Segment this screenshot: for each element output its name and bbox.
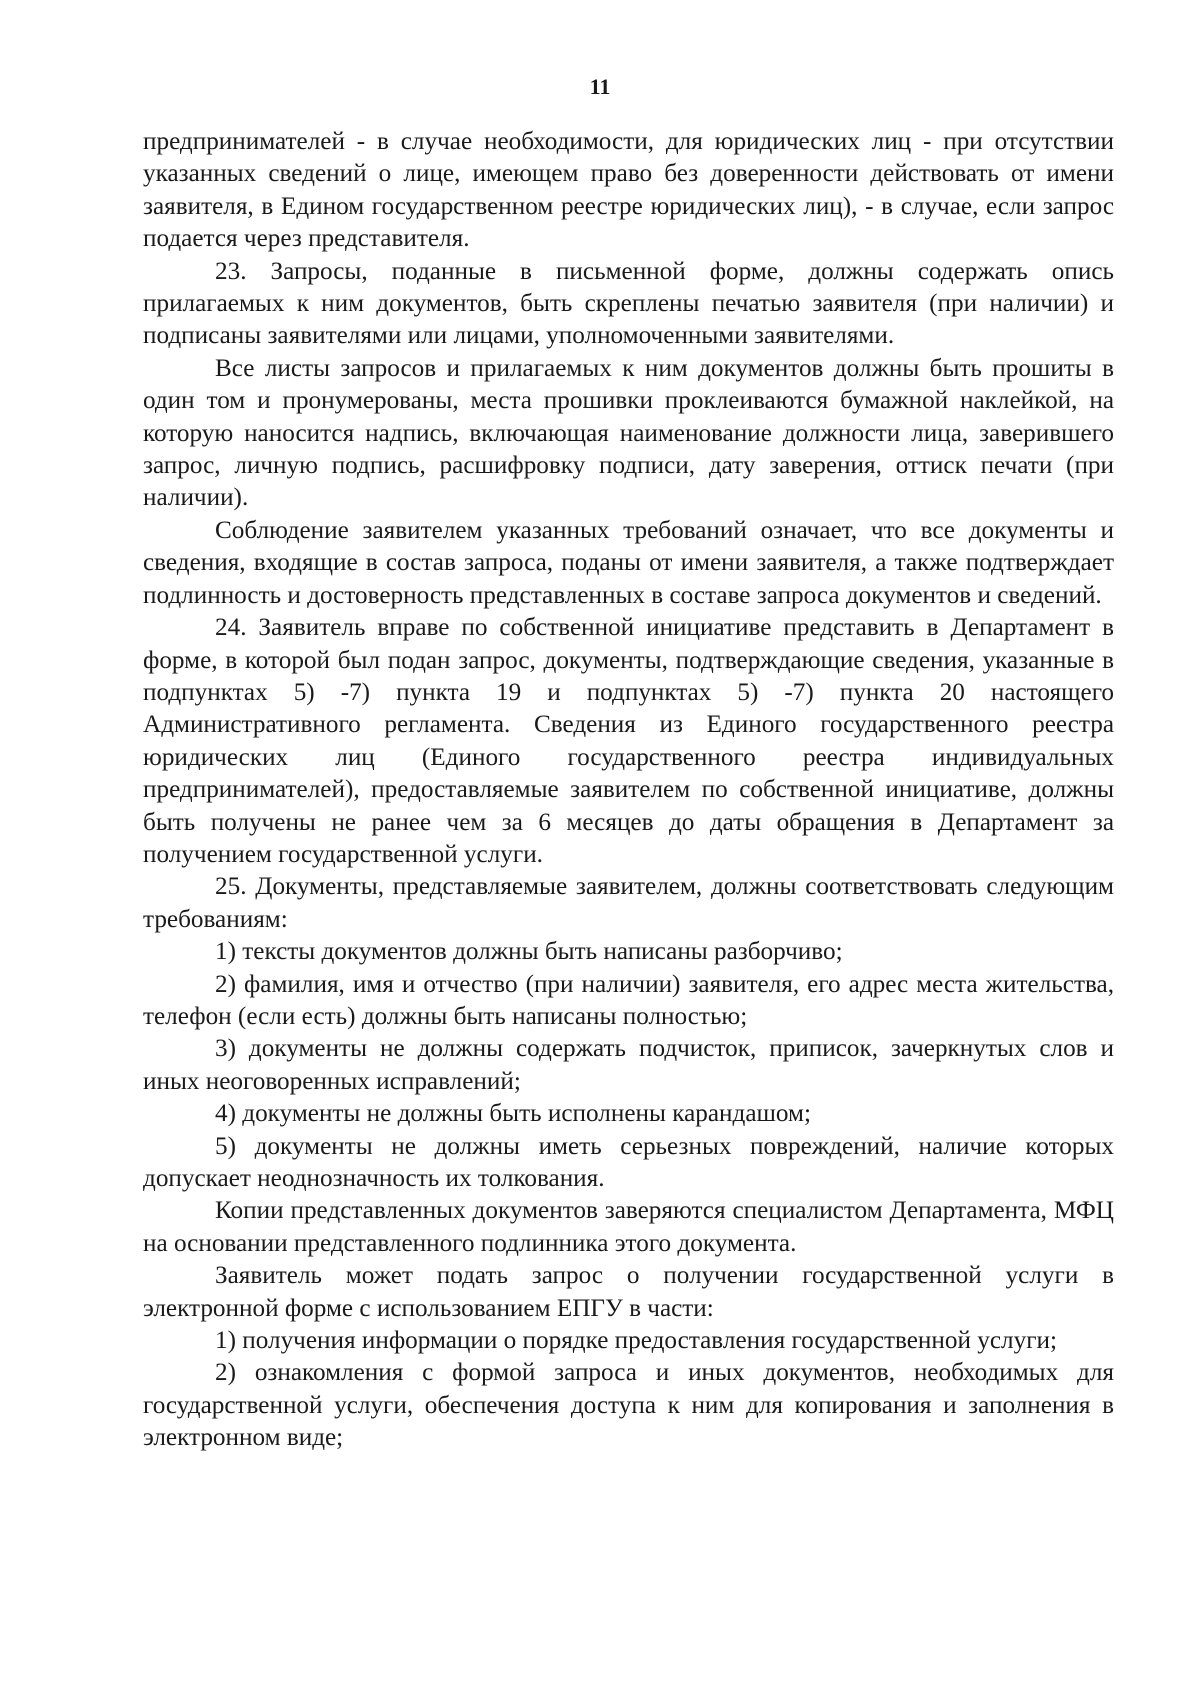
list-item-epgu-2: 2) ознакомления с формой запроса и иных документов, необходимых для государственной услуги, обеспечения доступа к ним для копирования и заполнения в электронном виде; [143,1359,1114,1452]
list-item-requirement-1: 1) тексты документов должны быть написаны разборчиво; [215,938,843,966]
list-item-requirement-2: 2) фамилия, имя и отчество (при наличии) заявителя, его адрес места жительства, телефон (если есть) должны быть написаны полностью; [143,970,1114,1030]
paragraph-25: 25. Документы, представляемые заявителем, должны соответствовать следующим требованиям: [143,873,1114,933]
document-body [143,126,1114,1455]
paragraph-compliance: Соблюдение заявителем указанных требований означает, что все документы и сведения, входящие в состав запроса, поданы от имени заявителя, а также подтверждает подлинность и достоверность представленных в составе запроса документов и сведений. [143,516,1114,609]
list-item-epgu-1: 1) получения информации о порядке предоставления государственной услуги; [215,1327,1058,1355]
page-number: 11 [589,74,611,99]
paragraph-epgu-request: Заявитель может подать запрос о получении государственной услуги в электронной форме с использованием ЕПГУ в части: [143,1262,1114,1322]
list-item-requirement-3: 3) документы не должны содержать подчисток, приписок, зачеркнутых слов и иных неоговоренных исправлений; [143,1035,1114,1095]
list-item-requirement-5: 5) документы не должны иметь серьезных повреждений, наличие которых допускает неоднозначность их толкования. [143,1132,1114,1192]
paragraph-copies-certification: Копии представленных документов заверяются специалистом Департамента, МФЦ на основании представленного подлинника этого документа. [143,1197,1114,1257]
paragraph-continuation: предпринимателей - в случае необходимости, для юридических лиц - при отсутствии указанных сведений о лице, имеющем право без доверенности действовать от имени заявителя, в Едином государственном реестре юридических лиц), - в случае, если запрос подается через представителя. [143,128,1114,253]
paragraph-23: 23. Запросы, поданные в письменной форме, должны содержать опись прилагаемых к ним документов, быть скреплены печатью заявителя (при наличии) и подписаны заявителями или лицами, уполномоченными заявителями. [143,257,1114,350]
paragraph-24: 24. Заявитель вправе по собственной инициативе представить в Департамент в форме, в которой был подан запрос, документы, подтверждающие сведения, указанные в подпунктах 5) -7) пункта 19 и подпунктах 5) -7) пункта 20 настоящего Административного регламента. Сведения из Единого государственного реестра юридических лиц (Единого государственного реестра индивидуальных предпринимателей), предоставляемые заявителем по собственной инициативе, должны быть получены не ранее чем за 6 месяцев до даты обращения в Департамент за получением государственной услуги. [143,614,1114,868]
paragraph-sheets-binding: Все листы запросов и прилагаемых к ним документов должны быть прошиты в один том и пронумерованы, места прошивки проклеиваются бумажной наклейкой, на которую наносится надпись, включающая наименование должности лица, заверившего запрос, личную подпись, расшифровку подписи, дату заверения, оттиск печати (при наличии). [143,354,1114,512]
list-item-requirement-4: 4) документы не должны быть исполнены карандашом; [215,1100,811,1128]
